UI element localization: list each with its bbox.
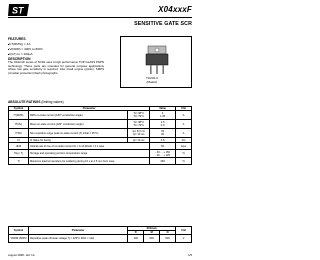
ratings-heading-line <box>8 100 64 104</box>
value-cell: 4.5 <box>150 138 176 143</box>
value-cell: 800 <box>160 235 176 243</box>
parameter-cell: Critical rate of rise of on-state current IG = 1mA diG/dt = 0.1 A/µs <box>28 143 149 150</box>
symbol-cell: dI/dt <box>9 143 29 150</box>
parameter-cell: Repetitive peak off-state voltage Tj = 125°C RGK = 1kΩ <box>28 235 127 243</box>
symbol-cell: Tstg / Tj <box>9 150 29 158</box>
symbol-cell: IT(RMS) <box>9 111 29 120</box>
ratings-heading: ABSOLUTE RATINGS <box>8 100 41 104</box>
unit-cell: °C <box>176 158 192 165</box>
parameter-cell: Storage and operating junction temperature range <box>28 150 149 158</box>
value-cell: 400 <box>128 235 144 243</box>
parameter-cell: Mean on-state current (180° conduction angle) <box>28 120 127 129</box>
condition-cell: Tc= 98°C Tc= 79°C <box>128 111 150 120</box>
col-header: Parameter <box>28 227 127 235</box>
description-text: The X04xxxF series of SCRs uses a high performance TOP GLASS PNPN technology. These parts are intended for general purpose applications where low gate sensitivity is required. Like small engine ignition, SMPS (crowbar protection) flash photographs. <box>8 60 104 76</box>
col-header: N <box>160 231 176 235</box>
table-row <box>9 143 192 150</box>
table-row <box>9 129 192 138</box>
col-header: Unit <box>176 107 192 111</box>
col-header: D <box>128 231 144 235</box>
absolute-ratings-table <box>8 106 192 165</box>
group-header: X04xxxx <box>128 227 176 231</box>
col-header: Symbol <box>9 107 29 111</box>
condition-cell: tp= 10 ms <box>128 138 150 143</box>
header-rule <box>8 17 192 18</box>
value-cell: 2.5 0.9 <box>150 120 176 129</box>
unit-cell: A/µs <box>176 143 192 150</box>
unit-cell: A <box>176 129 192 138</box>
condition-cell: Tc= 98°C Tc= 79°C <box>128 120 150 129</box>
parameter-cell: Maximum lead temperature for soldering during 10 s at 4.5 mm from case <box>28 158 149 165</box>
st-logo-icon <box>8 4 30 16</box>
footer-page: 1/5 <box>188 253 192 257</box>
table-row <box>9 150 192 158</box>
document-subtitle: SENSITIVE GATE SCR <box>134 21 192 27</box>
parameter-cell: Non repetitive surge peak on-state current (Tj initial = 25°C) <box>28 129 127 138</box>
parameter-cell: RMS on-state current (180° conduction angle) <box>28 111 127 120</box>
value-cell: - 40 ... + 150 - 40 ... + 125 <box>150 150 176 158</box>
table-row <box>9 235 192 243</box>
value-cell: 4 1.35 <box>150 111 176 120</box>
feature-item: ■ V(DRM) = 400V to 800V <box>8 47 43 52</box>
features-list <box>8 42 43 57</box>
package-name: TO202-3 <box>146 76 158 80</box>
symbol-cell: VDRM VRRM <box>9 235 29 243</box>
voltage-table <box>8 226 192 243</box>
package-subname: (Plastic) <box>146 79 158 84</box>
unit-cell: °C <box>176 150 192 158</box>
col-header: Unit <box>176 227 192 235</box>
col-header: Parameter <box>28 107 149 111</box>
unit-cell: A <box>176 120 192 129</box>
condition-cell: tp= 8.3 ms tp= 10 ms <box>128 129 150 138</box>
package-label <box>146 77 158 84</box>
value-cell: 260 <box>150 158 176 165</box>
svg-text:ST: ST <box>12 5 24 16</box>
value-cell: 600 <box>144 235 160 243</box>
feature-item: ■ I(T(RMS)) = 4A <box>8 42 43 47</box>
col-header: M <box>144 231 160 235</box>
unit-cell: V <box>176 235 192 243</box>
features-heading: FEATURES <box>8 37 26 41</box>
part-number: X04xxxF <box>158 5 192 14</box>
value-cell: 33 30 <box>150 129 176 138</box>
col-header: Symbol <box>9 227 29 235</box>
symbol-cell: Tl <box>9 158 29 165</box>
table-row <box>9 120 192 129</box>
unit-cell: A <box>176 111 192 120</box>
ratings-heading-note: (limiting values) <box>41 100 64 104</box>
to202-package-icon <box>144 44 170 75</box>
col-header: Value <box>150 107 176 111</box>
symbol-cell: ITSM <box>9 129 29 138</box>
feature-item: ■ I(GT) to = 100µA <box>8 52 43 57</box>
unit-cell: A²s <box>176 138 192 143</box>
footer-date: August 1998 - Ed: 1A <box>8 253 35 257</box>
table-row <box>9 158 192 165</box>
symbol-cell: IT(AV) <box>9 120 29 129</box>
value-cell: 50 <box>150 143 176 150</box>
description-heading: DESCRIPTION <box>8 57 31 61</box>
table-row <box>9 111 192 120</box>
parameter-cell: I²t Value for fusing <box>28 138 127 143</box>
symbol-cell: I²t <box>9 138 29 143</box>
